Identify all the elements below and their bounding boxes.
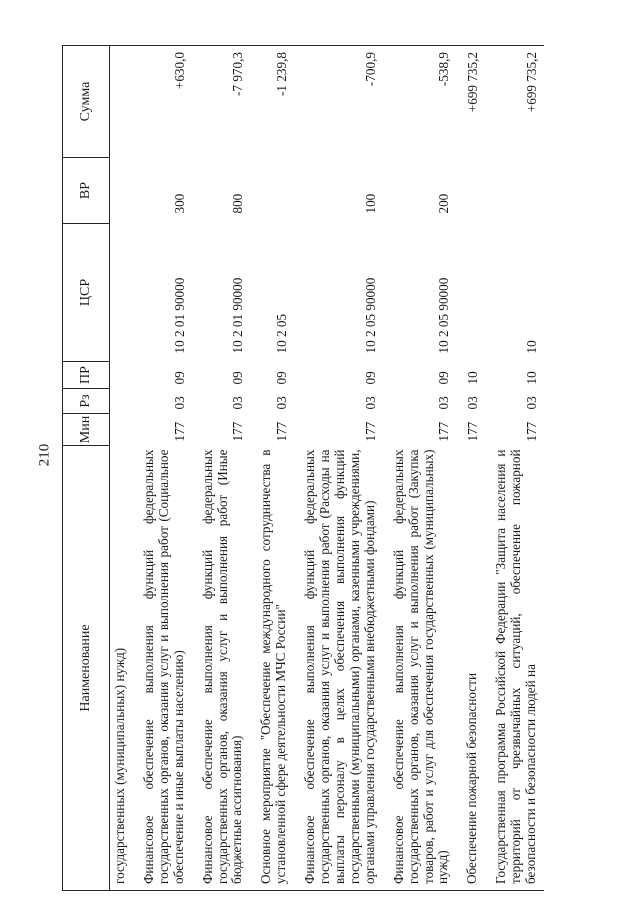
row-vr — [110, 158, 133, 224]
budget-table-rotated — [62, 46, 600, 891]
table-row — [462, 46, 485, 891]
row-name: Финансовое обеспечение выполнения функций федеральных государственных органов, оказания услуг и выполнения работ (Закупка товаров, работ и услуг для обеспечения государственных (муниципальных) нужд) — [389, 446, 457, 891]
row-pr — [110, 362, 133, 389]
row-csr — [110, 224, 133, 362]
budget-table — [62, 45, 544, 891]
row-rz: 03 — [436, 396, 452, 410]
row-rz: 03 — [171, 396, 187, 410]
row-rz — [110, 389, 133, 414]
row-sum: +699 735,2 — [462, 46, 485, 158]
row-pr: 10 — [524, 371, 540, 385]
header-vr: ВР — [63, 158, 110, 224]
row-min: 177 — [362, 421, 378, 442]
row-vr: 800 — [230, 193, 246, 214]
row-csr: 10 2 05 90000 — [362, 277, 378, 354]
page-number: 210 — [36, 443, 53, 467]
row-csr: 10 2 01 90000 — [230, 277, 246, 354]
row-min — [110, 414, 133, 446]
row-vr: 300 — [171, 193, 187, 214]
table-row — [110, 46, 133, 891]
row-sum — [110, 46, 133, 158]
row-rz: 03 — [465, 396, 481, 410]
row-vr — [256, 158, 294, 224]
table-row — [491, 46, 544, 891]
table-row — [139, 46, 192, 891]
header-name: Наименование — [63, 446, 110, 891]
row-sum: -538,9 — [389, 46, 457, 158]
row-min: 177 — [436, 421, 452, 442]
row-pr: 09 — [230, 371, 246, 385]
row-rz: 03 — [230, 396, 246, 410]
row-sum: +630,0 — [139, 46, 192, 158]
table-row — [389, 46, 457, 891]
row-name: Финансовое обеспечение выполнения функций федеральных государственных органов, оказания услуг и выполнения работ (Иные бюджетные ассигнования) — [198, 446, 251, 891]
row-sum: -7 970,3 — [198, 46, 251, 158]
row-sum: -700,9 — [300, 46, 383, 158]
row-name: Государственная программа Российской Федерации "Защита населения и территорий от чрезвычайных ситуаций, обеспечение пожарной безопасности и безопасности людей на — [491, 446, 544, 891]
row-name: Обеспечение пожарной безопасности — [462, 446, 485, 891]
header-min: Мин — [63, 414, 110, 446]
row-name: государственных (муниципальных) нужд) — [110, 446, 133, 891]
row-name: Финансовое обеспечение выполнения функций федеральных государственных органов, оказания услуг и выполнения работ (Расходы на выплаты персоналу в целях обеспечения выполнения функций государственными (муниципальными) органами, казенными учреждениями, органами управления государственными внебюджетными фондами) — [300, 446, 383, 891]
header-pr: ПР — [63, 362, 110, 389]
row-name: Основное мероприятие "Обеспечение международного сотрудничества в установленной сфере деятельности МЧС России" — [256, 446, 294, 891]
row-rz: 03 — [274, 396, 290, 410]
row-vr: 100 — [362, 193, 378, 214]
header-rz: Рз — [63, 389, 110, 414]
table-row — [198, 46, 251, 891]
row-vr — [462, 158, 485, 224]
row-csr: 10 2 05 90000 — [436, 277, 452, 354]
row-name: Финансовое обеспечение выполнения функций федеральных государственных органов, оказания услуг и выполнения работ (Социальное обеспечение и иные выплаты населению) — [139, 446, 192, 891]
table-row — [256, 46, 294, 891]
row-pr: 09 — [274, 371, 290, 385]
row-sum: -1 239,8 — [256, 46, 294, 158]
row-min: 177 — [274, 421, 290, 442]
table-row — [300, 46, 383, 891]
row-csr: 10 — [524, 340, 540, 354]
row-csr: 10 2 01 90000 — [171, 277, 187, 354]
row-pr: 09 — [436, 371, 452, 385]
row-pr: 09 — [362, 371, 378, 385]
row-csr — [462, 224, 485, 362]
row-vr — [491, 158, 544, 224]
row-min: 177 — [230, 421, 246, 442]
table-header-row — [63, 46, 110, 891]
row-pr: 09 — [171, 371, 187, 385]
row-vr: 200 — [436, 193, 452, 214]
row-sum: +699 735,2 — [491, 46, 544, 158]
row-pr: 10 — [465, 371, 481, 385]
row-min: 177 — [524, 421, 540, 442]
header-csr: ЦСР — [63, 224, 110, 362]
row-min: 177 — [465, 421, 481, 442]
row-rz: 03 — [524, 396, 540, 410]
header-sum: Сумма — [63, 46, 110, 158]
row-csr: 10 2 05 — [274, 313, 290, 354]
row-min: 177 — [171, 421, 187, 442]
row-rz: 03 — [362, 396, 378, 410]
